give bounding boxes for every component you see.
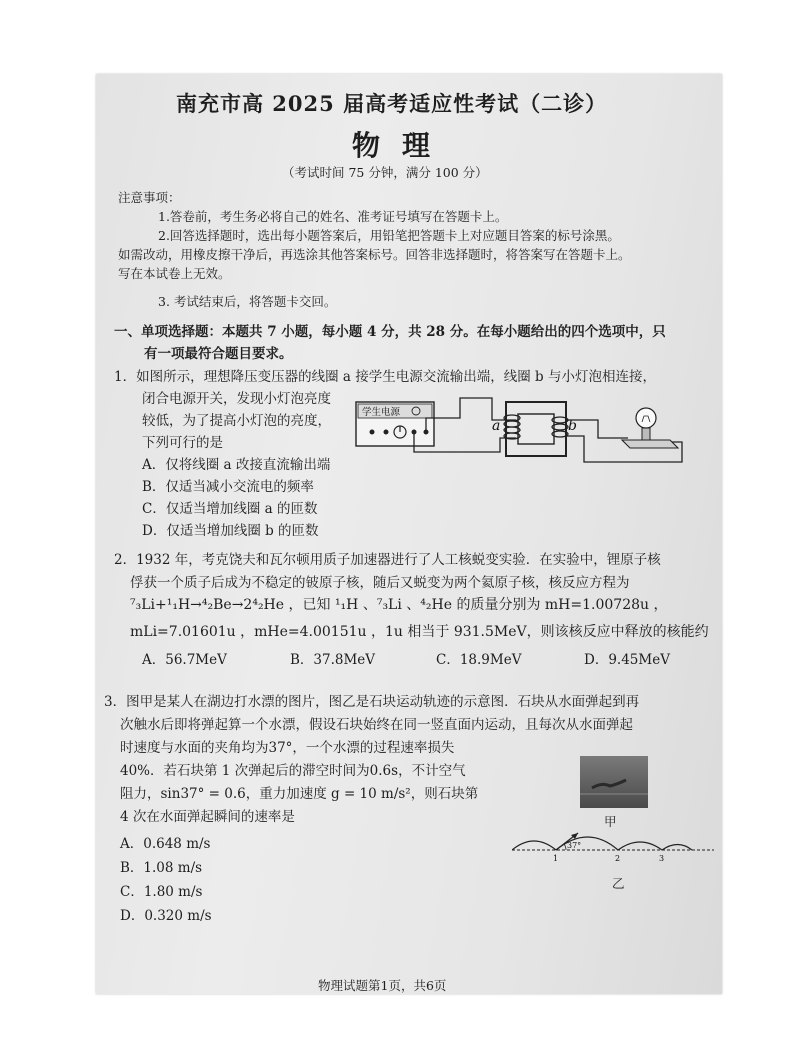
light-bulb-icon — [636, 408, 656, 428]
point-2-label: 2 — [615, 854, 621, 863]
q2-option-a: A．56.7MeV — [142, 652, 227, 668]
q3-stem-3: 时速度与水面的夹角均为37°，一个水漂的过程速率损失 — [120, 740, 455, 756]
q3-option-c: C．1.80 m/s — [120, 884, 203, 900]
q1-stem-3: 较低，为了提高小灯泡的亮度， — [142, 413, 331, 429]
notice-item-2: 2.回答选择题时，选出每小题答案后，用铅笔把答题卡上对应题目答案的标号涂黑。 — [158, 228, 620, 243]
q3-stem-2: 次触水后即将弹起算一个水漂，假设石块始终在同一竖直面内运动，且每次从水面弹起 — [120, 717, 633, 733]
exam-info: （考试时间 75 分钟，满分 100 分） — [282, 165, 488, 180]
trajectory-arc-2 — [618, 842, 662, 850]
exam-title: 南充市高 2025 届高考适应性考试（二诊） — [176, 91, 608, 116]
bulb-base — [622, 440, 678, 448]
angle-label: 37° — [567, 841, 582, 850]
q1-stem-2: 闭合电源开关，发现小灯泡亮度 — [142, 391, 331, 407]
q3-photo-figure — [580, 756, 648, 808]
notice-item-2-cont: 如需改动，用橡皮擦干净后，再选涂其他答案标号。回答非选择题时，将答案写在答题卡上。 — [118, 247, 631, 262]
terminal-mid — [384, 430, 389, 435]
lake-photo — [580, 756, 648, 808]
q1-option-a: A．仅将线圈 a 改接直流输出端 — [142, 457, 331, 473]
q1-option-b: B．仅适当减小交流电的频率 — [142, 479, 314, 495]
q1-option-d: D．仅适当增加线圈 b 的匝数 — [142, 523, 319, 539]
q2-option-c: C．18.9MeV — [436, 652, 522, 668]
q3-option-b: B．1.08 m/s — [120, 860, 203, 876]
q3-stem-4: 40%．若石块第 1 次弹起后的滞空时间为0.6s，不计空气 — [120, 763, 466, 779]
q3-option-a: A．0.648 m/s — [120, 836, 211, 852]
q2-stem: 2．1932 年，考克饶夫和瓦尔顿用质子加速器进行了人工核蜕变实验．在实验中，锂原子核 — [114, 552, 661, 568]
q2-option-b: B．37.8MeV — [290, 652, 376, 668]
q3-option-d: D．0.320 m/s — [120, 908, 212, 924]
diagram-label: 乙 — [612, 876, 625, 891]
section-heading: 一、单项选择题：本题共 7 小题，每小题 4 分，共 28 分。在每小题给出的四个选项中，只 — [114, 324, 666, 340]
coil-b-label: b — [568, 418, 577, 434]
q3-stem: 3．图甲是某人在湖边打水漂的图片，图乙是石块运动轨迹的示意图．石块从水面弹起到再 — [104, 694, 640, 710]
q1-option-c: C．仅适当增加线圈 a 的匝数 — [142, 501, 318, 517]
trajectory-arc-3 — [662, 845, 692, 851]
notice-item-3: 3. 考试结束后，将答题卡交回。 — [158, 294, 337, 309]
power-supply-label: 学生电源 — [362, 407, 401, 418]
q1-stem: 1．如图所示，理想降压变压器的线圈 a 接学生电源交流输出端，线圈 b 与小灯泡相连接， — [114, 369, 656, 385]
point-3-label: 3 — [659, 854, 665, 863]
terminal-left — [370, 430, 375, 435]
section-heading-cont: 有一项最符合题目要求。 — [144, 346, 293, 362]
q2-option-d: D．9.45MeV — [584, 652, 670, 668]
coil-a-label: a — [492, 418, 501, 434]
q2-masses: mLi=7.01601u ，mHe=4.00151u ，1u 相当于 931.5MeV，则该核反应中释放的核能约 — [130, 624, 709, 640]
q1-circuit-figure — [352, 394, 692, 476]
q1-stem-4: 下列可行的是 — [142, 435, 223, 451]
bulb-socket — [642, 428, 650, 440]
notice-item-1: 1.答卷前，考生务必将自己的姓名、准考证号填写在答题卡上。 — [158, 209, 508, 224]
photo-label: 甲 — [604, 814, 617, 829]
page-footer: 物理试题第1页，共6页 — [318, 978, 447, 993]
q3-stem-6: 4 次在水面弹起瞬间的速率是 — [120, 809, 295, 825]
q3-trajectory-figure — [512, 826, 714, 866]
point-1-label: 1 — [553, 854, 559, 863]
q2-equation: ⁷₃Li+¹₁H→⁴₂Be→2⁴₂He ，已知 ¹₁H 、⁷₃Li 、⁴₂He 的质量分别为 mH=1.00728u ， — [130, 597, 668, 613]
q2-stem-2: 俘获一个质子后成为不稳定的铍原子核，随后又蜕变为两个氦原子核，核反应方程为 — [130, 575, 630, 591]
notice-heading: 注意事项： — [118, 190, 181, 205]
notice-item-2-cont2: 写在本试卷上无效。 — [118, 266, 231, 281]
subject-title: 物理 — [352, 129, 453, 162]
q3-stem-5: 阻力，sin37° = 0.6，重力加速度 g = 10 m/s²，则石块第 — [120, 786, 479, 802]
